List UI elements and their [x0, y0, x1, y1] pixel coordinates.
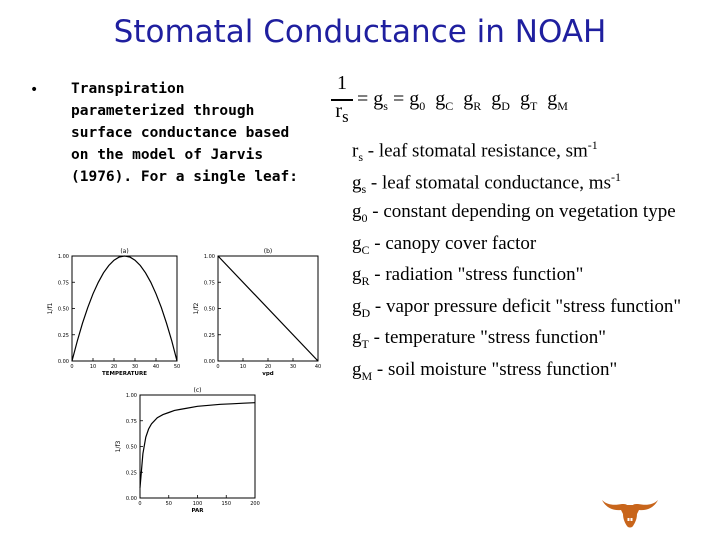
definition-row: $g_D$ - vapor pressure deficit "stress function"	[352, 295, 682, 320]
x-tick-label: 30	[131, 364, 139, 370]
y-tick-label: 0.25	[57, 332, 69, 339]
y-tick-label: 0.75	[203, 280, 215, 287]
jarvis-stress-function-plots	[0, 240, 340, 530]
y-tick-label: 1.00	[125, 393, 137, 399]
x-tick-label: 0	[138, 501, 142, 507]
series-line	[72, 256, 177, 361]
panel-label: (b)	[263, 248, 273, 255]
y-tick-label: 0.75	[57, 280, 69, 287]
y-tick-label: 0.00	[57, 359, 69, 365]
symbol-definitions	[352, 138, 720, 390]
x-tick-label: 10	[239, 364, 247, 370]
y-tick-label: 0.50	[125, 444, 137, 451]
x-tick-label: 50	[173, 364, 181, 370]
definition-row: $g_0$ - constant depending on vegetation type	[352, 201, 676, 225]
equation-rhs: = $g_s = g_0$ $g_C$ $g_R$ $g_D$ $g_T$ $g_M$	[357, 88, 568, 113]
x-tick-label: 10	[89, 364, 97, 370]
x-axis-label: TEMPERATURE	[101, 371, 148, 377]
eq-term: $g_D$	[491, 88, 510, 113]
bullet-line: (1976). For a single leaf:	[71, 169, 298, 185]
x-tick-label: 150	[221, 501, 232, 507]
definition-row: $g_C$ - canopy cover factor	[352, 232, 537, 257]
equation-numerator: 1	[337, 72, 347, 94]
x-axis-label: vpd	[262, 371, 274, 377]
y-axis-label: 1/f2	[193, 302, 200, 315]
x-tick-label: 0	[216, 364, 220, 370]
eq-term: $g_T$	[519, 88, 538, 113]
definition-row: $g_T$ - temperature "stress function"	[352, 327, 606, 351]
y-tick-label: 0.00	[203, 359, 215, 365]
panel-label: (c)	[193, 387, 202, 394]
x-tick-label: 20	[264, 364, 272, 370]
equation-denominator: $r_s$	[335, 100, 349, 126]
y-tick-label: 0.00	[125, 496, 137, 502]
y-tick-label: 0.25	[125, 470, 137, 477]
y-tick-label: 0.75	[125, 418, 137, 425]
eq-term: $g_R$	[463, 88, 482, 113]
eq-term: $g_s$	[373, 88, 388, 113]
y-axis-label: 1/f3	[115, 440, 122, 453]
bullet-line: parameterized through	[71, 103, 255, 119]
bullet-marker: •	[30, 82, 39, 98]
bullet-line: surface conductance based	[71, 125, 290, 141]
x-axis-label: PAR	[191, 508, 204, 514]
y-tick-label: 0.50	[57, 306, 69, 313]
bullet-text	[71, 78, 321, 188]
slide-title: Stomatal Conductance in NOAH	[113, 14, 607, 50]
series-line	[140, 403, 255, 488]
x-tick-label: 40	[314, 364, 322, 370]
definition-row: $g_R$ - radiation "stress function"	[352, 264, 584, 288]
y-tick-label: 1.00	[57, 254, 69, 260]
definition-row: $g_s$ - leaf stomatal conductance, $ms^{-1}$	[352, 169, 621, 196]
eq-term: $g_C$	[435, 88, 454, 113]
y-axis-label: 1/f1	[47, 302, 54, 315]
y-tick-label: 0.50	[203, 306, 215, 313]
y-tick-label: 0.25	[203, 332, 215, 339]
x-tick-label: 20	[110, 364, 118, 370]
definition-row: $g_M$ - soil moisture "stress function"	[352, 358, 618, 383]
series-line	[218, 256, 318, 361]
jarvis-equation	[325, 72, 585, 127]
longhorn-icon	[600, 492, 660, 532]
x-tick-label: 200	[250, 501, 260, 507]
bullet-line: Transpiration	[71, 81, 185, 97]
definition-row: $r_s$ - leaf stomatal resistance, $sm^{-1}$	[352, 138, 598, 165]
x-tick-label: 30	[289, 364, 297, 370]
eq-term: $g_0$	[409, 88, 426, 113]
panel-label: (a)	[120, 248, 129, 255]
x-tick-label: 50	[165, 501, 172, 507]
plot-frame	[140, 395, 255, 498]
bullet-line: on the model of Jarvis	[71, 147, 264, 163]
x-tick-label: 0	[70, 364, 74, 370]
eq-term: $g_M$	[547, 88, 568, 113]
x-tick-label: 40	[152, 364, 160, 370]
x-tick-label: 100	[192, 501, 203, 507]
y-tick-label: 1.00	[203, 254, 215, 260]
